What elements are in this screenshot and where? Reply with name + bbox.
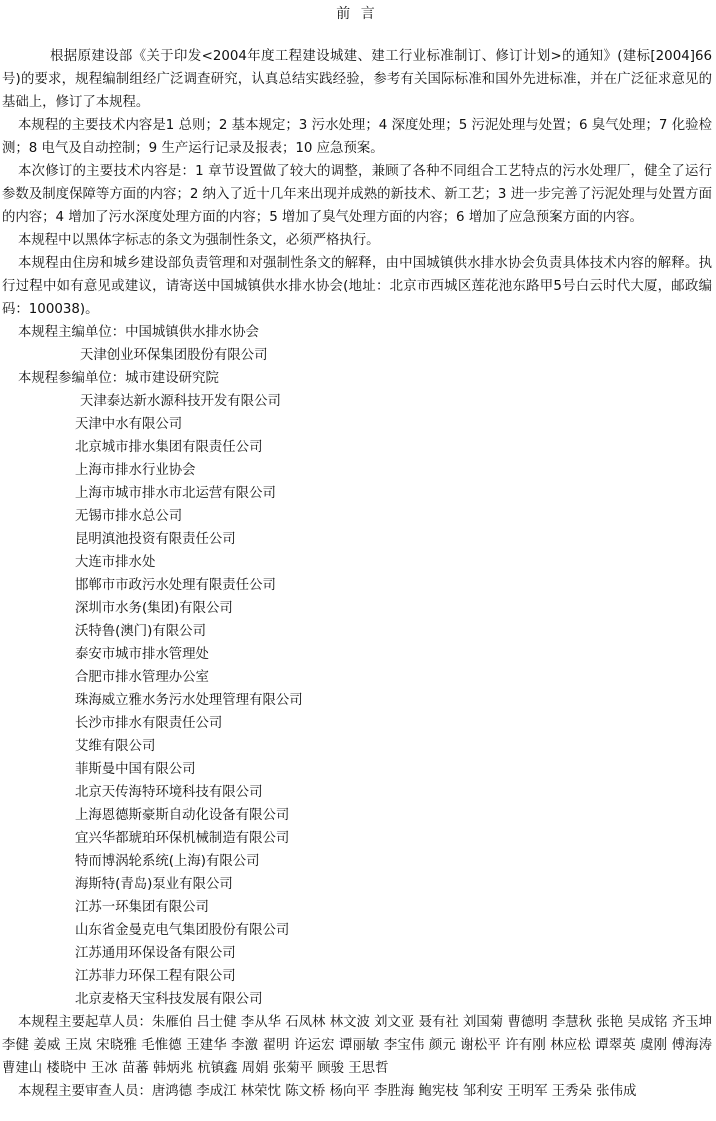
- participating-unit-item: 北京城市排水集团有限责任公司: [75, 440, 263, 455]
- paragraph-revision-content: 本次修订的主要技术内容是：1 章节设置做了较大的调整，兼顾了各种不同组合工艺特点的污水处理厂，健全了运行参数及制度保障等方面的内容；2 纳入了近十几年来出现并成熟的新技术、新工艺；3 进一步完善了污泥处理与处置方面的内容；4 增加了污水深度处理方面的内容；5 增加了臭气处理方面的内容；6 增加了应急预案方面的内容。: [2, 164, 712, 225]
- participating-unit-item: 北京麦格天宝科技发展有限公司: [75, 992, 263, 1007]
- page-title: 前 言: [336, 6, 378, 22]
- chief-units-label: 本规程主编单位：中国城镇供水排水协会: [18, 325, 260, 340]
- participating-unit-item: 江苏通用环保设备有限公司: [75, 946, 236, 961]
- participating-unit-item: 江苏菲力环保工程有限公司: [75, 969, 236, 984]
- participating-unit-item: 深圳市水务(集团)有限公司: [75, 601, 233, 616]
- participating-unit-item: 上海恩德斯豪斯自动化设备有限公司: [75, 808, 290, 823]
- participating-unit-item: 沃特鲁(澳门)有限公司: [75, 624, 206, 639]
- chief-unit-item: 天津创业环保集团股份有限公司: [80, 348, 268, 363]
- paragraph-main-content: 本规程的主要技术内容是1 总则；2 基本规定；3 污水处理；4 深度处理；5 污泥处理与处置；6 臭气处理；7 化验检测；8 电气及自动控制；9 生产运行记录及报表；10 应急预案。: [2, 118, 712, 156]
- participating-units-label: 本规程参编单位：城市建设研究院: [18, 371, 219, 386]
- participating-unit-item: 珠海威立雅水务污水处理管理有限公司: [75, 693, 303, 708]
- participating-unit-item: 大连市排水处: [75, 555, 156, 570]
- paragraph-management: 本规程由住房和城乡建设部负责管理和对强制性条文的解释，由中国城镇供水排水协会负责具体技术内容的解释。执行过程中如有意见或建议，请寄送中国城镇供水排水协会(地址：北京市西城区莲花池东路甲5号白云时代大厦，邮政编码：100038)。: [2, 256, 712, 317]
- participating-unit-item: 泰安市城市排水管理处: [75, 647, 209, 662]
- participating-unit-item: 昆明滇池投资有限责任公司: [75, 532, 236, 547]
- participating-unit-item: 无锡市排水总公司: [75, 509, 183, 524]
- participating-unit-item: 邯郸市市政污水处理有限责任公司: [75, 578, 276, 593]
- participating-unit-item: 天津泰达新水源科技开发有限公司: [80, 394, 281, 409]
- participating-unit-item: 长沙市排水有限责任公司: [75, 716, 223, 731]
- participating-unit-item: 天津中水有限公司: [75, 417, 183, 432]
- title-spacer: [2, 28, 712, 45]
- participating-unit-item: 北京天传海特环境科技有限公司: [75, 785, 263, 800]
- paragraph-mandatory: 本规程中以黑体字标志的条文为强制性条文，必须严格执行。: [18, 233, 380, 248]
- participating-unit-item: 上海市城市排水市北运营有限公司: [75, 486, 276, 501]
- participating-unit-item: 宜兴华都琥珀环保机械制造有限公司: [75, 831, 290, 846]
- paragraph-basis: 根据原建设部《关于印发<2004年度工程建设城建、建工行业标准制订、修订计划>的通知》(建标[2004]66号)的要求，规程编制组经广泛调查研究，认真总结实践经验，参考有关国际标准和国外先进标准，并在广泛征求意见的基础上，修订了本规程。: [2, 49, 712, 110]
- participating-unit-item: 山东省金曼克电气集团股份有限公司: [75, 923, 290, 938]
- participating-unit-item: 江苏一环集团有限公司: [75, 900, 209, 915]
- reviewers-list: 本规程主要审查人员：唐鸿德 李成江 林荣忱 陈文桥 杨向平 李胜海 鲍宪枝 邹利安 王明军 王秀朵 张伟成: [18, 1084, 637, 1099]
- participating-unit-item: 海斯特(青岛)泵业有限公司: [75, 877, 233, 892]
- participating-unit-item: 上海市排水行业协会: [75, 463, 196, 478]
- drafters-list: 本规程主要起草人员：朱雁伯 吕士健 李从华 石凤林 林文波 刘文亚 聂有社 刘国菊 曹德明 李慧秋 张艳 吴成铭 齐玉坤 李健 姜威 王岚 宋晓雅 毛惟德 王建华 李激 翟明 许运宏 谭丽敏 李宝伟 颜元 谢松平 许有刚 林应松 谭翠英 虞刚 傅海涛 曹建山 楼晓中 王冰 苗蕃 韩炳兆 杭镇鑫 周娟 张菊平 顾骏 王思哲: [2, 1015, 712, 1076]
- participating-units-list: [2, 413, 712, 1011]
- participating-unit-item: 菲斯曼中国有限公司: [75, 762, 196, 777]
- participating-unit-item: 合肥市排水管理办公室: [75, 670, 209, 685]
- participating-unit-item: 艾维有限公司: [75, 739, 156, 754]
- participating-unit-item: 特而博涡轮系统(上海)有限公司: [75, 854, 260, 869]
